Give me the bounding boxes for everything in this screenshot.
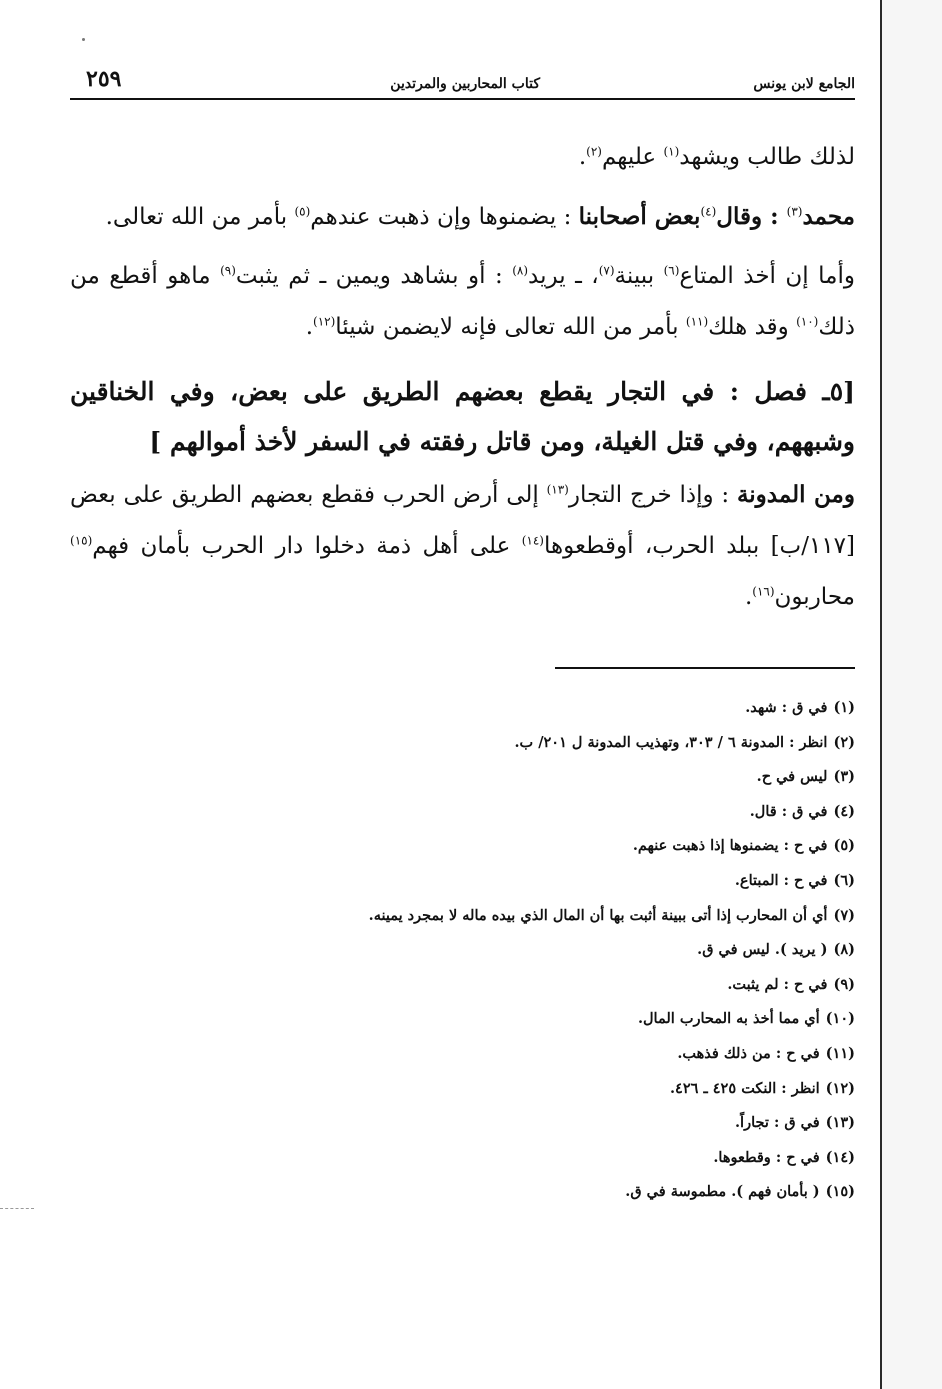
text-run: . [305,314,313,340]
footnote-item [70,691,855,726]
footnote-item [70,726,855,761]
paragraph-3 [70,251,855,353]
text-run-bold: : وقال [716,203,787,230]
text-run: : وإذا خرج التجار [568,482,737,508]
footnote-text: انظر : النكت ٤٢٥ ـ ٤٢٦. [669,1079,820,1097]
footnote-number: (١١) [825,1044,855,1062]
footnote-ref: (٩) [220,263,236,278]
footnote-number: (١) [833,699,855,716]
footnote-text: في ق : قال. [749,802,828,820]
footnote-ref: (١٢) [313,314,336,329]
footnote-ref: (٤) [700,204,717,219]
footnote-number: (٩) [833,975,855,993]
text-run: وقد هلك [708,314,797,340]
footnote-number: (١٤) [825,1148,855,1166]
text-run: لذلك طالب ويشهد [679,144,855,170]
footnote-ref: (٥) [294,204,311,219]
footnote-ref: (١٠) [796,314,819,329]
text-run: محاربون [774,584,855,610]
footnote-text: انظر : المدونة ٦ / ٣٠٣، وتهذيب المدونة ل ٢٠١/ ب. [514,733,828,751]
footnote-item [70,968,855,1003]
text-run-bold: محمد [802,203,855,230]
scan-margin [882,0,942,1389]
text-run: وأما إن أخذ المتاع [679,263,855,289]
footnote-text: في ق : شهد. [745,699,828,716]
footnote-ref: (١٤) [521,533,544,548]
text-run: بأمر من الله تعالى. [105,204,295,230]
footnote-item [70,1141,855,1176]
footnote-number: (٧) [833,906,855,924]
footnote-item [70,1072,855,1107]
footnote-number: (١٥) [825,1183,855,1201]
text-run: على أهل ذمة دخلوا دار الحرب بأمان فهم [92,533,522,559]
text-run: ، ـ يريد [528,263,599,289]
footnote-text: في ح : المبتاع. [734,871,828,889]
footnote-text: في ح : لم يثبت. [727,975,828,993]
footnote-text: في ح : وقطعوها. [713,1148,820,1166]
footnote-item [70,1175,855,1210]
scan-speck [82,38,85,41]
header-chapter-title: كتاب المحاربين والمرتدين [390,76,540,92]
scan-dash-mark [0,1208,34,1209]
paragraph-4 [70,469,855,623]
paragraph-1 [70,132,855,183]
footnote-item [70,864,855,899]
paragraph-2 [70,191,855,243]
footnote-number: (٢) [833,733,855,751]
footnote-text: في ح : يضمنوها إذا ذهبت عنهم. [632,837,828,855]
text-run: بأمر من الله تعالى فإنه لايضمن شيئا [335,314,686,340]
footnote-ref: (٢) [586,144,602,159]
text-run: . [744,584,753,610]
footnote-item [70,899,855,934]
text-run: : أو بشاهد ويمين ـ ثم يثبت [235,263,513,289]
text-run: عليهم [601,144,664,170]
running-header [70,58,855,100]
footnote-number: (١٣) [825,1114,855,1132]
section-heading: [٥ـ فصل : في التجار يقطع بعضهم الطريق على بعض، وفي الخناقين وشبههم، وفي قتل الغيلة، ومن قاتل رفقته في السفر لأخذ أموالهم ] [70,377,855,456]
text-run: : يضمنوها وإن ذهبت عندهم [310,204,579,230]
footnote-number: (٣) [833,768,855,786]
footnote-item [70,1002,855,1037]
scan-page-edge [880,0,882,1389]
footnote-text: أي مما أخذ به المحارب المال. [637,1010,820,1028]
footnote-item [70,829,855,864]
footnote-text: ( بأمان فهم ). مطموسة في ق. [625,1183,820,1201]
footnote-ref: (٧) [598,263,615,278]
page-number: ٢٥٩ [86,66,122,92]
footnote-text: ( يريد ). ليس في ق. [697,941,828,959]
footnotes-list [70,691,855,1210]
footnote-ref: (٦) [663,263,680,278]
footnote-ref: (١٦) [752,584,775,599]
footnote-item [70,1106,855,1141]
footnote-text: في ق : تجاراً. [735,1114,820,1132]
footnote-separator [70,667,855,669]
text-run: . [578,144,587,170]
footnote-number: (١٠) [825,1010,855,1028]
footnote-ref: (١١) [685,314,709,329]
footnote-item [70,760,855,795]
text-run-bold: ومن المدونة [736,481,855,508]
footnote-ref: (١٥) [70,533,93,548]
header-book-title: الجامع لابن يونس [753,76,855,92]
footnote-text: في ح : من ذلك فذهب. [677,1044,820,1062]
footnote-number: (٥) [833,837,855,855]
footnote-ref: (١) [663,144,680,159]
text-run-bold: بعض أصحابنا [578,203,701,230]
footnote-number: (٨) [833,941,855,959]
footnote-text: ليس في ح. [756,768,828,786]
footnote-text: أي أن المحارب إذا أتى ببينة أثبت بها أن المال الذي بيده ماله لا بمجرد يمينه. [368,906,828,924]
text-run: إلى أرض الحرب فقطع بعضهم الطريق على بعض [١١٧/ب] ببلد الحرب، أوقطعوها [70,482,856,559]
footnote-ref: (١٣) [546,482,569,497]
text-run: ماهو أقطع من ذلك [70,263,855,340]
footnote-number: (١٢) [825,1079,855,1097]
footnote-item [70,795,855,830]
main-text [70,132,855,623]
footnote-number: (٤) [833,802,855,820]
footnote-ref: (٣) [786,204,803,219]
footnote-item [70,933,855,968]
text-run: ببينة [614,263,664,289]
document-page [70,58,855,1210]
footnote-item [70,1037,855,1072]
footnote-number: (٦) [833,871,855,889]
footnote-ref: (٨) [512,263,529,278]
